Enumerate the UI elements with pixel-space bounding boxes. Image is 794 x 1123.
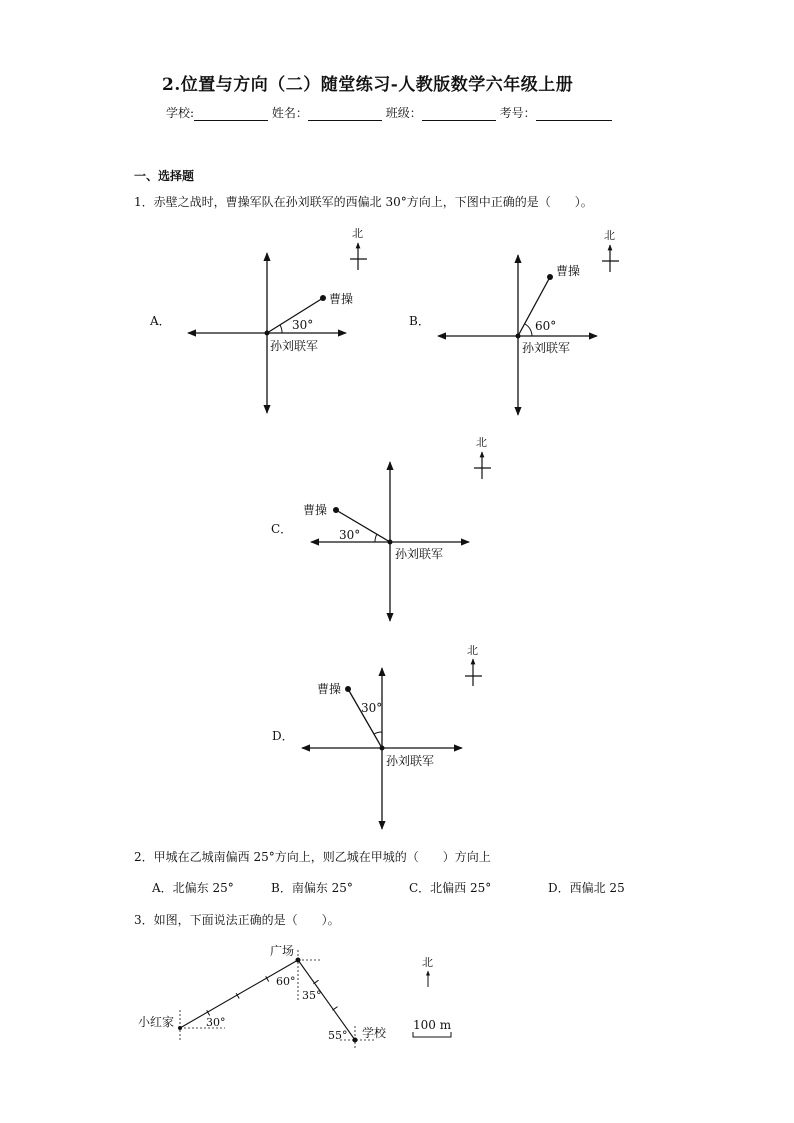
school-label: 学校: [166,106,195,120]
caocao-label: 曹操 [556,264,581,278]
angle-arc [280,325,282,333]
caocao-point [345,686,351,692]
section-heading: 一、选择题 [134,169,195,183]
angle-35-label: 35° [302,989,322,1002]
angle-label: 30° [339,528,361,542]
figure-option-d [272,644,482,829]
north-label: 北 [604,229,615,242]
north-label: 北 [422,956,433,969]
sunliu-label: 孙刘联军 [522,341,571,355]
caocao-label: 曹操 [317,682,342,696]
north-label: 北 [467,644,478,657]
figure-option-a [149,227,367,413]
origin-point [388,540,393,545]
sunliu-label: 孙刘联军 [270,339,319,353]
option-b-label[interactable]: B． [409,314,430,328]
q3-map-figure [138,943,452,1049]
north-label: 北 [352,227,363,240]
question-1-text: 1．赤壁之战时，曹操军队在孙刘联军的西偏北 30°方向上，下图中正确的是（ ）。 [134,195,593,209]
q2-option-d[interactable]: D．西偏北 25 [548,881,625,895]
angle-60-label: 60° [276,975,296,988]
class-label: 班级： [385,106,422,120]
angle-55-label: 55° [328,1029,348,1042]
q2-option-b[interactable]: B．南偏东 25° [271,881,353,895]
origin-point [516,334,521,339]
sunliu-label: 孙刘联军 [395,547,444,561]
home-point [178,1026,182,1030]
angle-arc [525,324,532,336]
guangchang-label: 广场 [270,944,295,958]
angle-arc [375,534,377,542]
question-2-text: 2．甲城在乙城南偏西 25°方向上，则乙城在甲城的（ ）方向上 [134,850,491,864]
north-label: 北 [476,436,487,449]
exam-no-label: 考号： [499,106,536,120]
q2-option-c[interactable]: C．北偏西 25° [409,881,492,895]
angle-arc [374,732,382,734]
xuexiao-label: 学校 [362,1026,387,1040]
caocao-point [320,295,326,301]
sunliu-label: 孙刘联军 [386,754,435,768]
option-a-label[interactable]: A． [150,314,171,328]
name-label: 姓名： [271,106,308,120]
caocao-point [333,507,339,513]
page-title: 2.位置与方向（二）随堂练习-人教版数学六年级上册 [162,75,574,95]
caocao-label: 曹操 [303,503,328,517]
direction-ray [348,689,382,748]
origin-point [265,331,270,336]
origin-point [380,746,385,751]
figure-option-b [409,229,619,415]
question-3-text: 3．如图，下面说法正确的是（ ）。 [134,913,340,927]
angle-30-label: 30° [206,1016,226,1029]
caocao-label: 曹操 [329,292,354,306]
school-point [353,1038,358,1043]
option-d-label[interactable]: D． [272,729,294,743]
q2-option-a[interactable]: A．北偏东 25° [152,881,234,895]
angle-label: 30° [292,318,314,332]
figure-option-c [271,436,491,621]
option-c-label[interactable]: C． [271,522,293,536]
scale-label: 100 m [413,1018,452,1032]
path-home-to-square [180,960,298,1028]
angle-label: 30° [361,701,383,715]
angle-label: 60° [535,319,557,333]
xiaohong-label: 小红家 [138,1015,175,1029]
caocao-point [547,274,553,280]
scale-bar [413,1032,451,1037]
square-point [296,958,301,963]
